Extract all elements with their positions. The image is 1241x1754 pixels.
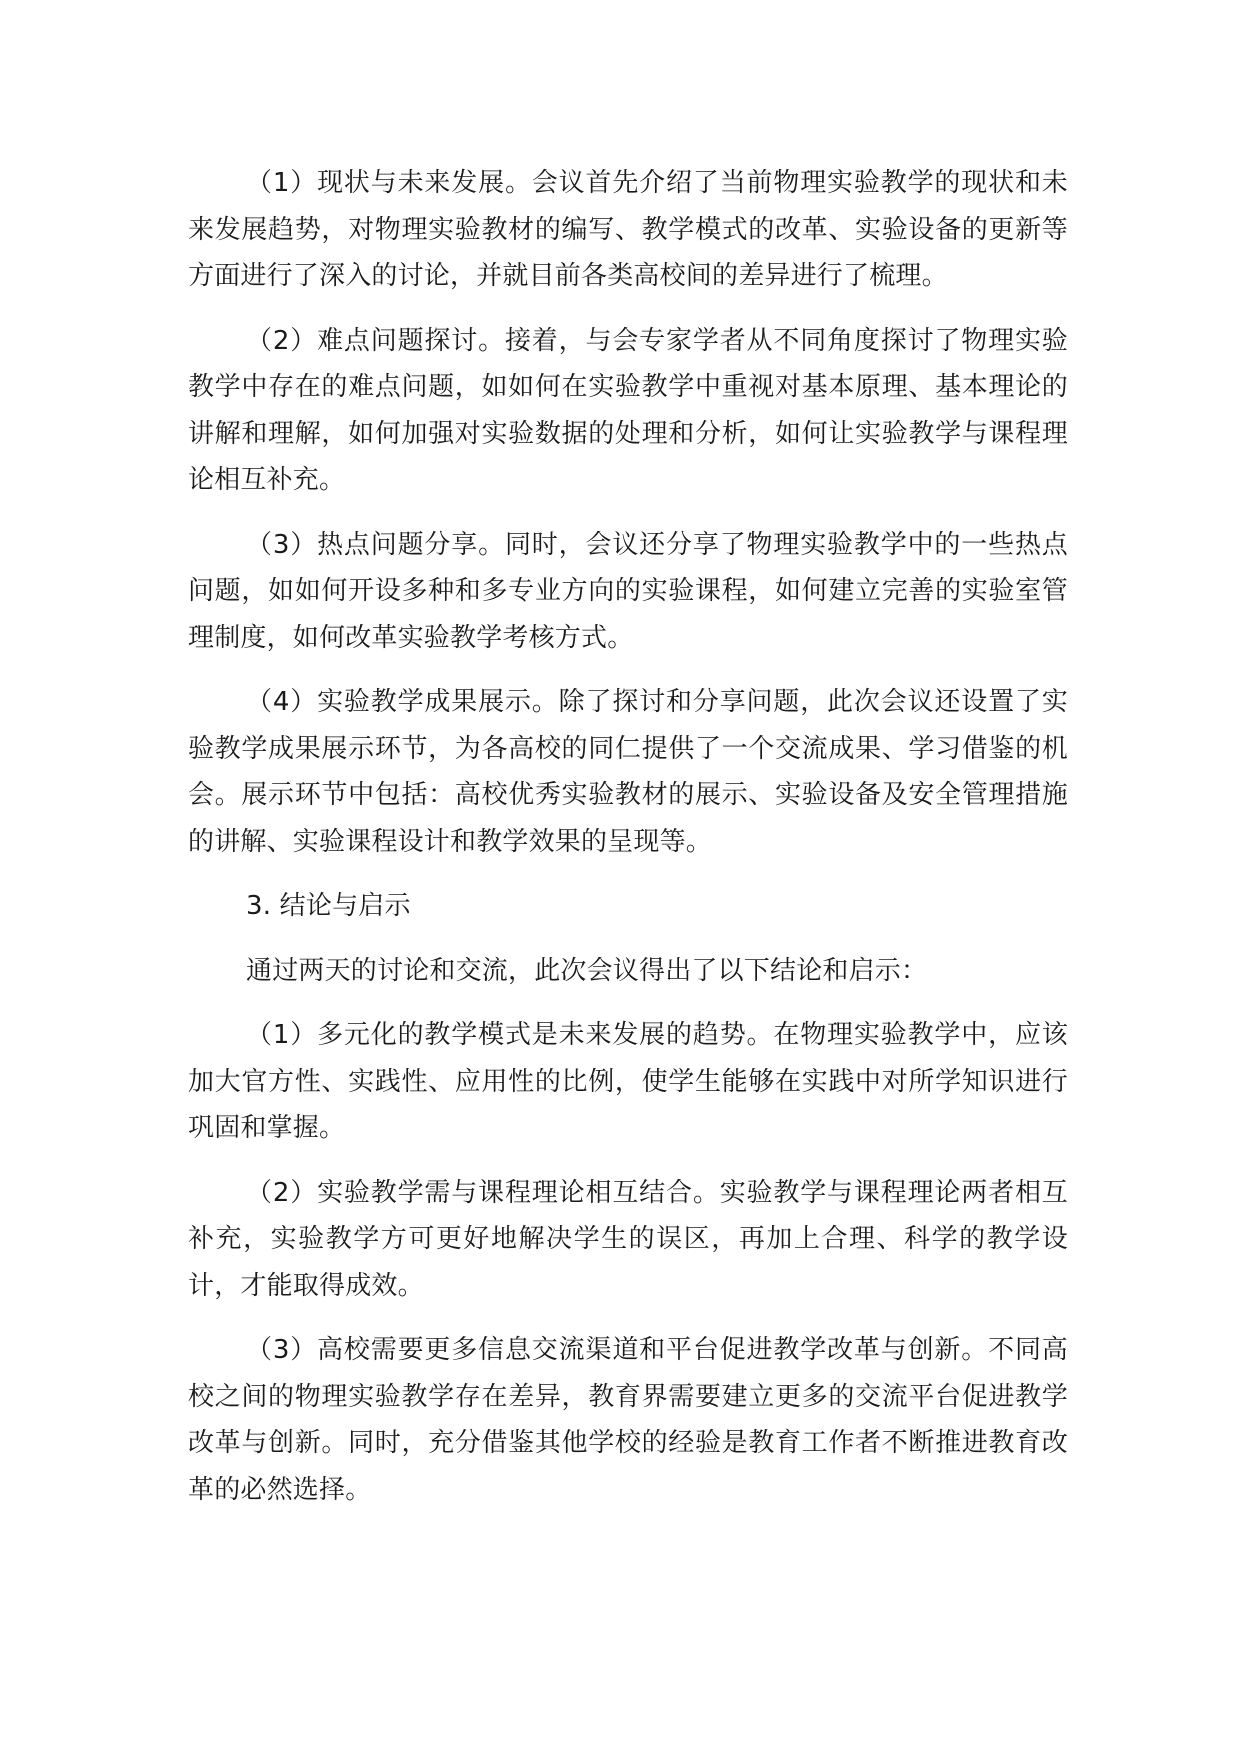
paragraph-hot-topics: （3）热点问题分享。同时，会议还分享了物理实验教学中的一些热点问题，如如何开设多种和多专业方向的实验课程，如何建立完善的实验室管理制度，如何改革实验教学考核方式。 [188,529,1068,653]
paragraph-conclusion-1: （1）多元化的教学模式是未来发展的趋势。在物理实验教学中，应该加大官方性、实践性、应用性的比例，使学生能够在实践中对所学知识进行巩固和掌握。 [188,1020,1068,1143]
paragraph-conclusions-intro: 通过两天的讨论和交流，此次会议得出了以下结论和启示： [246,955,928,986]
paragraph-conclusion-2: （2）实验教学需与课程理论相互结合。实验教学与课程理论两者相互补充，实验教学方可更好地解决学生的误区，再加上合理、科学的教学设计，才能取得成效。 [188,1177,1068,1301]
document-body [188,160,1068,1531]
paragraph-conclusion-3: （3）高校需要更多信息交流渠道和平台促进教学改革与创新。不同高校之间的物理实验教学存在差异，教育界需要建立更多的交流平台促进教学改革与创新。同时，充分借鉴其他学校的经验是教育工作者不断推进教育改革的必然选择。 [188,1335,1068,1505]
paragraph-difficult-issues: （2）难点问题探讨。接着，与会专家学者从不同角度探讨了物理实验教学中存在的难点问题，如如何在实验教学中重视对基本原理、基本理论的讲解和理解，如何加强对实验数据的处理和分析，如何让实验教学与课程理论相互补充。 [188,325,1068,495]
section-heading-conclusions: 3. 结论与启示 [246,891,411,921]
paragraph-status-and-future: （1）现状与未来发展。会议首先介绍了当前物理实验教学的现状和未来发展趋势，对物理实验教材的编写、教学模式的改革、实验设备的更新等方面进行了深入的讨论，并就目前各类高校间的差异进行了梳理。 [188,168,1068,291]
paragraph-achievements-display: （4）实验教学成果展示。除了探讨和分享问题，此次会议还设置了实验教学成果展示环节，为各高校的同仁提供了一个交流成果、学习借鉴的机会。展示环节中包括：高校优秀实验教材的展示、实验设备及安全管理措施的讲解、实验课程设计和教学效果的呈现等。 [188,687,1068,857]
